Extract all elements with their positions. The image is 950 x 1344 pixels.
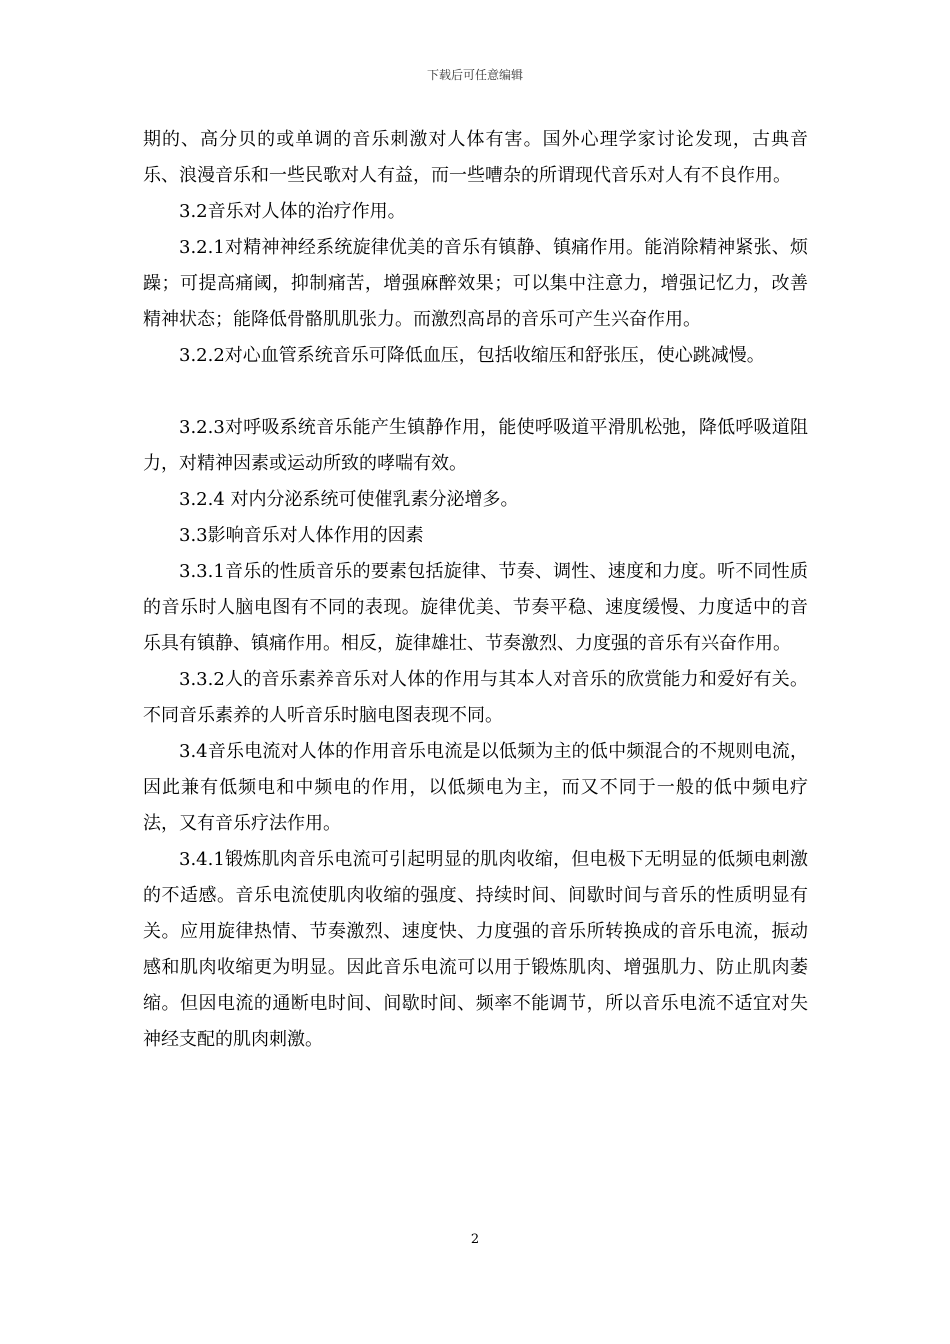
paragraph-section-3-2-1: 3.2.1对精神神经系统旋律优美的音乐有镇静、镇痛作用。能消除精神紧张、烦躁；可提高痛阈，抑制痛苦，增强麻醉效果；可以集中注意力，增强记忆力，改善精神状态；能降低骨骼肌肌张力。而激烈高昂的音乐可产生兴奋作用。 — [143, 237, 808, 330]
paragraph-section-3-2-3: 3.2.3对呼吸系统音乐能产生镇静作用，能使呼吸道平滑肌松弛，降低呼吸道阻力，对精神因素或运动所致的哮喘有效。 — [143, 417, 808, 474]
paragraph-section-3-4-1: 3.4.1锻炼肌肉音乐电流可引起明显的肌肉收缩，但电极下无明显的低频电刺激的不适感。音乐电流使肌肉收缩的强度、持续时间、间歇时间与音乐的性质明显有关。应用旋律热情、节奏激烈、速度快、力度强的音乐所转换成的音乐电流，振动感和肌肉收缩更为明显。因此音乐电流可以用于锻炼肌肉、增强肌力、防止肌肉萎缩。但因电流的通断电时间、间歇时间、频率不能调节，所以音乐电流不适宜对失神经支配的肌肉刺激。 — [143, 849, 808, 1050]
document-body — [143, 122, 808, 1058]
paragraph-section-3-2-4: 3.2.4 对内分泌系统可使催乳素分泌增多。 — [179, 489, 519, 510]
paragraph-section-3-3-2: 3.3.2人的音乐素养音乐对人体的作用与其本人对音乐的欣赏能力和爱好有关。不同音乐素养的人听音乐时脑电图表现不同。 — [143, 669, 808, 726]
paragraph-section-3-2: 3.2音乐对人体的治疗作用。 — [179, 201, 406, 222]
page-number: 2 — [470, 1232, 480, 1247]
paragraph-section-3-2-2: 3.2.2对心血管系统音乐可降低血压，包括收缩压和舒张压，使心跳减慢。 — [179, 345, 765, 366]
page-header: 下载后可任意编辑 — [426, 68, 523, 82]
paragraph-continuation: 期的、高分贝的或单调的音乐刺激对人体有害。国外心理学家讨论发现，古典音乐、浪漫音乐和一些民歌对人有益，而一些嘈杂的所谓现代音乐对人有不良作用。 — [143, 129, 808, 186]
paragraph-section-3-4: 3.4音乐电流对人体的作用音乐电流是以低频为主的低中频混合的不规则电流，因此兼有低频电和中频电的作用，以低频电为主，而又不同于一般的低中频电疗法，又有音乐疗法作用。 — [143, 741, 808, 834]
paragraph-section-3-3: 3.3影响音乐对人体作用的因素 — [179, 525, 424, 546]
paragraph-section-3-3-1: 3.3.1音乐的性质音乐的要素包括旋律、节奏、调性、速度和力度。听不同性质的音乐时人脑电图有不同的表现。旋律优美、节奏平稳、速度缓慢、力度适中的音乐具有镇静、镇痛作用。相反，旋律雄壮、节奏激烈、力度强的音乐有兴奋作用。 — [143, 561, 808, 654]
